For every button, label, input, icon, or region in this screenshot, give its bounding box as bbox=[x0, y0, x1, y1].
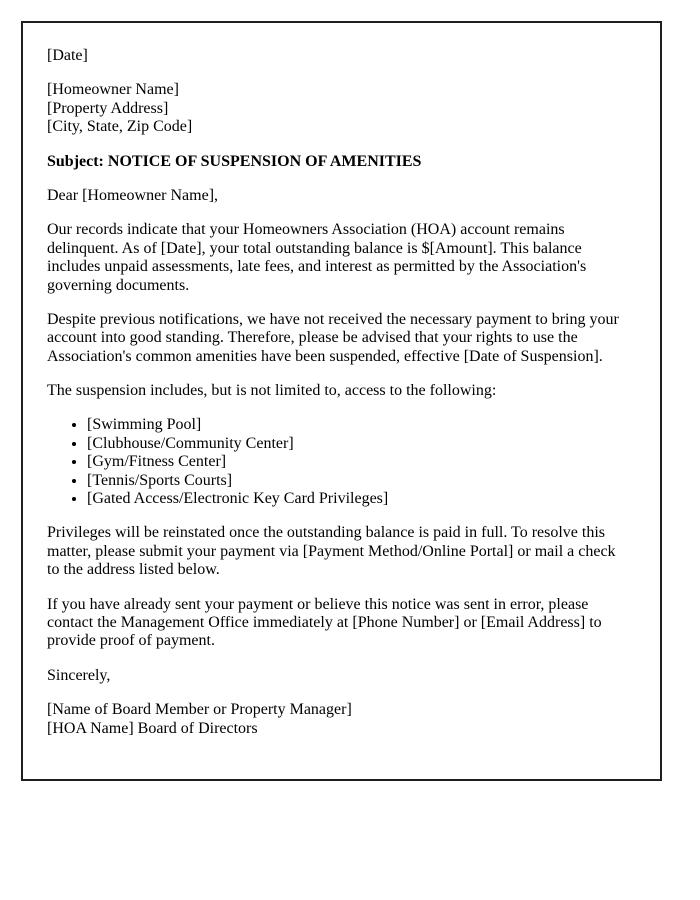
letter-page bbox=[21, 21, 662, 781]
signature-block bbox=[47, 701, 625, 738]
recipient-name: [Homeowner Name] bbox=[47, 81, 179, 99]
subject-label: Subject: bbox=[47, 152, 104, 170]
recipient-address: [Property Address] bbox=[47, 99, 169, 117]
salutation: Dear [Homeowner Name], bbox=[47, 186, 219, 204]
recipient-block bbox=[47, 81, 625, 136]
date-line: [Date] bbox=[47, 47, 88, 64]
paragraph-reinstatement: Privileges will be reinstated once the outstanding balance is paid in full. To resolve this matter, please submit your payment via [Payment Method/Online Portal] or mail a check to the address listed below. bbox=[47, 524, 616, 579]
amenities-list bbox=[47, 416, 625, 508]
amenity-item: • [Gym/Fitness Center] bbox=[87, 453, 625, 471]
amenity-item: • [Clubhouse/Community Center] bbox=[87, 435, 625, 453]
closing: Sincerely, bbox=[47, 666, 111, 684]
letter-body bbox=[47, 47, 625, 738]
recipient-city-state-zip: [City, State, Zip Code] bbox=[47, 118, 193, 136]
subject-line bbox=[47, 153, 625, 171]
paragraph-notifications: Despite previous notifications, we have not received the necessary payment to bring your account into good standing. Therefore, please be advised that your rights to use the Association's common amenities have been suspended, effective [Date of Suspension]. bbox=[47, 310, 619, 365]
paragraph-records: Our records indicate that your Homeowners Association (HOA) account remains delinquent. As of [Date], your total outstanding balance is $[Amount]. This balance includes unpaid assessments, late fees, and interest as permitted by the Association's governing documents. bbox=[47, 221, 587, 294]
signature-name: [Name of Board Member or Property Manager] bbox=[47, 701, 352, 719]
amenity-item: • [Tennis/Sports Courts] bbox=[87, 472, 625, 490]
subject-title: NOTICE OF SUSPENSION OF AMENITIES bbox=[107, 152, 422, 170]
signature-org: [HOA Name] Board of Directors bbox=[47, 719, 258, 737]
amenity-item: • [Gated Access/Electronic Key Card Privileges] bbox=[87, 490, 625, 508]
amenity-item: • [Swimming Pool] bbox=[87, 416, 625, 434]
paragraph-contact: If you have already sent your payment or believe this notice was sent in error, please contact the Management Office immediately at [Phone Number] or [Email Address] to provide proof of payment. bbox=[47, 595, 602, 650]
paragraph-suspension-intro: The suspension includes, but is not limited to, access to the following: bbox=[47, 382, 497, 400]
